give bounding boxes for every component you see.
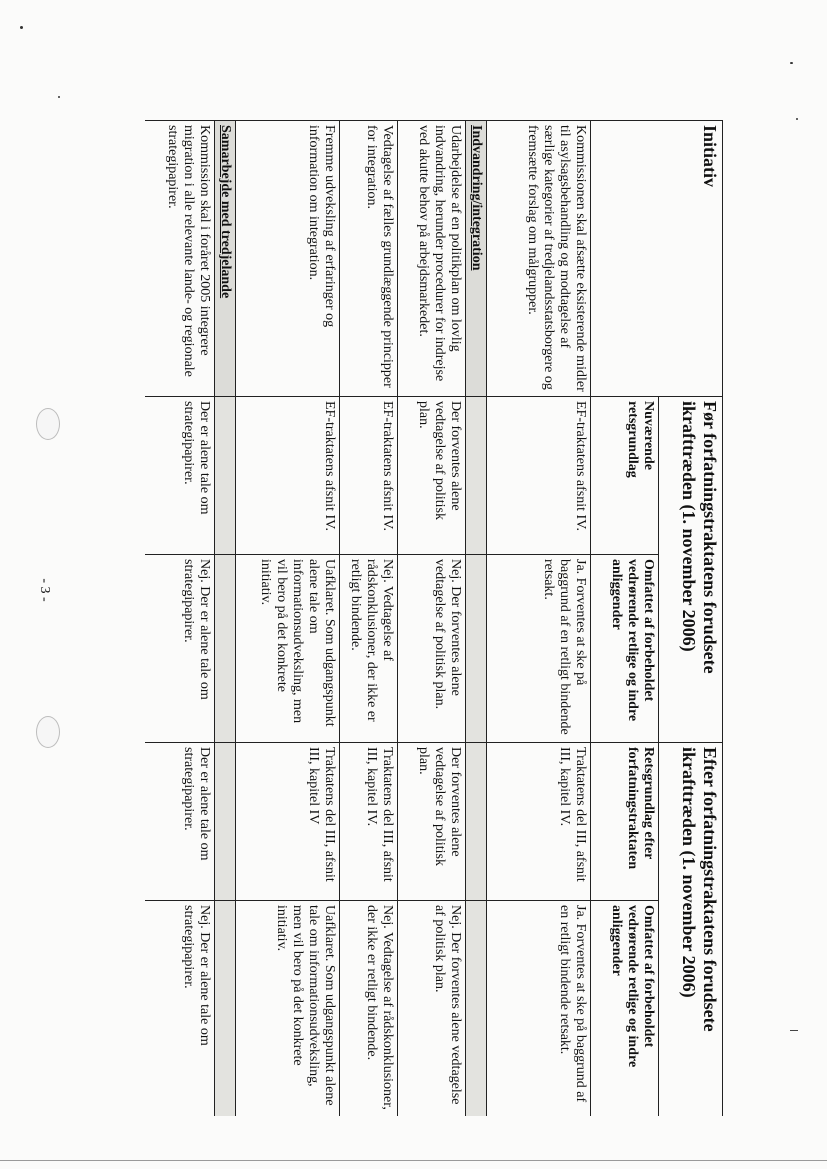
cell-basis-now: EF-traktatens afsnit IV. (340, 397, 398, 555)
section-heading-immigration: Indvandring/integration (466, 121, 487, 397)
cell-reserved-before: Nej. Vedtagelse af rådskonklusioner, der ikke er retligt bindende. (340, 555, 398, 743)
shaded-cell (215, 743, 236, 901)
cell-initiative: Udarbejdelse af en politikplan om lovlig indvandring, herunder procedurer for indrejse ved akutte behov på arbejdsmarkedet. (398, 121, 466, 397)
table-row (487, 121, 591, 1117)
header-basis-now: Nuværende retsgrundlag (591, 397, 659, 555)
cell-basis-now: Der forventes alene vedtagelse af politisk plan. (398, 397, 466, 555)
cell-reserved-before: Nej. Der forventes alene vedtagelse af politisk plan. (398, 555, 466, 743)
cell-reserved-before: Uafklaret. Som udgangspunkt alene tale om informationsudveksling, men vil bero på det konkrete initiativ. (236, 555, 340, 743)
section-row-immigration (466, 121, 487, 1117)
shaded-cell (466, 397, 487, 555)
scan-speck (58, 96, 60, 98)
cell-reserved-before: Ja. Forventes at ske på baggrund af en retligt bindende retsakt. (487, 555, 591, 743)
punch-hole-bottom (36, 716, 60, 748)
cell-basis-after: Traktatens del III, afsnit III, kapitel IV. (340, 743, 398, 901)
scan-speck (790, 62, 793, 64)
scan-line (0, 1160, 827, 1161)
cell-initiative: Vedtagelse af fælles grundlæggende principper for integration. (340, 121, 398, 397)
shaded-cell (466, 555, 487, 743)
table-row (145, 121, 215, 1117)
cell-reserved-after: Nej. Der forventes alene vedtagelse af politisk plan. (398, 901, 466, 1116)
punch-hole-top (36, 408, 60, 440)
shaded-cell (466, 901, 487, 1116)
header-basis-after: Retsgrundlag efter forfatningstraktaten (591, 743, 659, 901)
table-row (340, 121, 398, 1117)
rotated-table-frame (145, 120, 723, 1116)
cell-basis-now: EF-traktatens afsnit IV. (236, 397, 340, 555)
shaded-cell (466, 743, 487, 901)
header-initiative: Initiativ (591, 121, 723, 397)
cell-reserved-after: Nej. Der er alene tale om strategipapirer. (145, 901, 215, 1116)
table-row (398, 121, 466, 1117)
cell-basis-after: Der forventes alene vedtagelse af politisk plan. (398, 743, 466, 901)
header-row-1 (659, 121, 723, 1117)
section-heading-third-countries: Samarbejde med tredjelande (215, 121, 236, 397)
cell-initiative: Fremme udveksling af erfaringer og information om integration. (236, 121, 340, 397)
scan-speck (796, 118, 798, 120)
page-number: - 3 - (37, 578, 52, 602)
cell-reserved-after: Ja. Forventes at ske på baggrund af en retligt bindende retsakt. (487, 901, 591, 1116)
cell-basis-after: Der er alene tale om strategipapirer. (145, 743, 215, 901)
scan-speck (20, 26, 23, 29)
cell-basis-after: Traktatens del III, afsnit III, kapitel IV. (487, 743, 591, 901)
cell-basis-now: Der er alene tale om strategipapirer. (145, 397, 215, 555)
header-after: Efter forfatningstraktatens forudsete ikrafttræden (1. november 2006) (659, 743, 723, 1116)
header-before: Før forfatningstraktatens forudsete ikrafttræden (1. november 2006) (659, 397, 723, 743)
scan-mark (790, 1030, 798, 1031)
shaded-cell (215, 397, 236, 555)
cell-initiative: Kommission skal i foråret 2005 integrere migration i alle relevante lande- og regionale strategipapirer. (145, 121, 215, 397)
shaded-cell (215, 901, 236, 1116)
cell-reserved-after: Nej. Vedtagelse af rådskonklusioner, der ikke er retligt bindende. (340, 901, 398, 1116)
section-row-third-countries (215, 121, 236, 1117)
initiatives-table (145, 120, 723, 1116)
cell-initiative: Kommissionen skal afsætte eksisterende midler til asylsagsbehandling og modtagelse af særlige kategorier af tredjelandsstatsborgere og fremsætte forslag om målgrupper. (487, 121, 591, 397)
shaded-cell (215, 555, 236, 743)
table-row (236, 121, 340, 1117)
cell-basis-now: EF-traktatens afsnit IV. (487, 397, 591, 555)
header-reserved-before: Omfattet af forbeholdet vedrørende retlige og indre anliggender (591, 555, 659, 743)
cell-reserved-after: Uafklaret. Som udgangspunkt alene tale om informationsudveksling, men vil bero på det konkrete initiativ. (236, 901, 340, 1116)
header-reserved-after: Omfattet af forbeholdet vedrørende retlige og indre anliggender (591, 901, 659, 1116)
cell-reserved-before: Nej. Der er alene tale om strategipapirer. (145, 555, 215, 743)
cell-basis-after: Traktatens del III, afsnit III, kapitel IV (236, 743, 340, 901)
